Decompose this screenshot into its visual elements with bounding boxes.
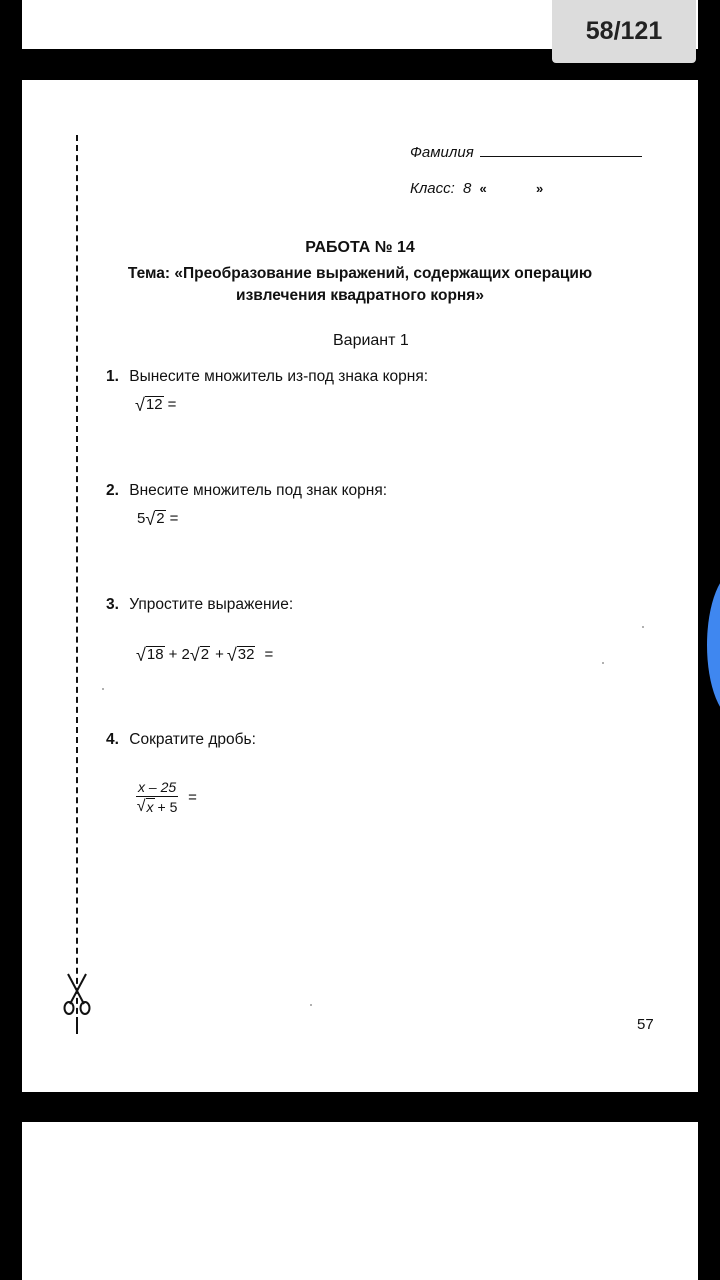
- surname-field: [410, 142, 642, 161]
- task-4-text: Сократите дробь:: [129, 731, 256, 748]
- plus-2: + 2: [168, 646, 190, 663]
- class-value: 8: [462, 180, 472, 197]
- quote-open: «: [479, 181, 487, 196]
- page-number: 57: [637, 1016, 654, 1033]
- task-3-expression: [136, 646, 273, 663]
- plus-sign: +: [215, 646, 224, 663]
- class-label: Класс:: [410, 180, 455, 197]
- quote-close: »: [536, 181, 544, 196]
- floating-action-button[interactable]: [707, 570, 720, 720]
- class-field: [410, 180, 570, 197]
- sqrt-18: √ 18: [136, 645, 164, 665]
- task-3: [106, 596, 293, 614]
- document-page: [22, 80, 698, 1092]
- equals-sign: =: [264, 646, 274, 663]
- sqrt-2: √ 2: [145, 509, 165, 529]
- task-4-expression: [136, 779, 197, 815]
- sqrt-32: √ 32: [226, 645, 255, 665]
- next-page-fragment: [22, 1122, 698, 1280]
- fraction-denominator: √ x + 5: [136, 798, 178, 815]
- coefficient-5: 5: [137, 510, 146, 527]
- variant-label: Вариант 1: [333, 332, 409, 349]
- task-4: [106, 731, 256, 749]
- surname-underline: [480, 142, 642, 157]
- task-2-number: 2.: [106, 482, 119, 499]
- equals-sign: =: [169, 510, 179, 527]
- sqrt-2: √ 2: [189, 645, 210, 665]
- subtitle-line-1: Тема: «Преобразование выражений, содержащих операцию: [127, 265, 593, 282]
- task-3-number: 3.: [106, 596, 119, 613]
- task-2-expression: [137, 510, 178, 527]
- task-3-text: Упростите выражение:: [129, 596, 294, 613]
- equals-sign: =: [167, 396, 177, 413]
- equals-sign: =: [188, 788, 197, 806]
- fraction: [136, 779, 178, 815]
- subtitle-line-2: извлечения квадратного корня»: [236, 287, 484, 304]
- task-1-text: Вынесите множитель из-под знака корня:: [129, 368, 429, 385]
- fraction-numerator: x – 25: [138, 779, 177, 795]
- task-1-expression: [135, 396, 176, 413]
- task-2: [106, 482, 387, 500]
- sqrt-12: √ 12: [135, 395, 163, 415]
- task-4-number: 4.: [106, 731, 119, 748]
- doc-title: РАБОТА № 14: [305, 239, 415, 256]
- scissors-icon: [62, 970, 92, 1018]
- surname-label: Фамилия: [410, 144, 474, 161]
- task-1-number: 1.: [106, 368, 119, 385]
- cut-line-end: [76, 1017, 78, 1034]
- doc-subtitle: [22, 263, 698, 307]
- task-2-text: Внесите множитель под знак корня:: [129, 482, 388, 499]
- page-counter: 58/121: [552, 0, 696, 63]
- task-1: [106, 368, 428, 386]
